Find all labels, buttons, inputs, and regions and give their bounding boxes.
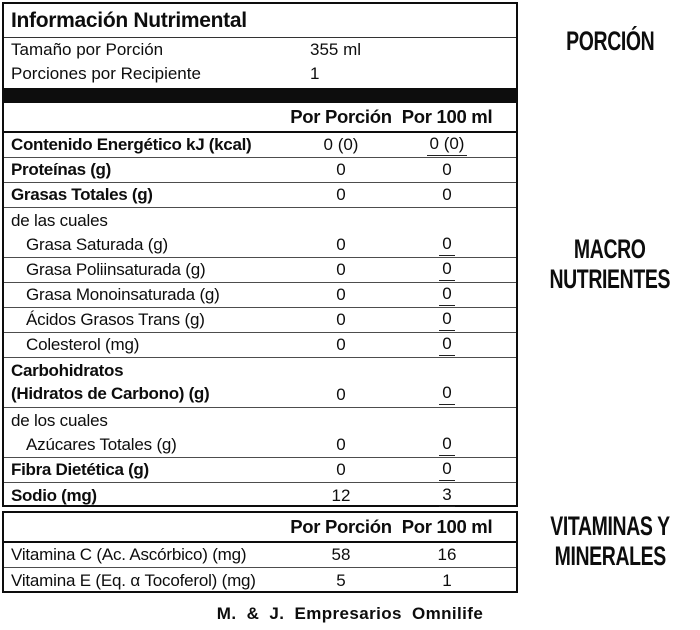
serving-size-row xyxy=(4,38,516,62)
row-vitamina-c: Vitamina C (Ac. Ascórbico) (mg) 58 16 xyxy=(4,543,516,568)
row-grasa-saturada: Grasa Saturada (g) 0 0 xyxy=(4,233,516,258)
vitamins-column-header xyxy=(4,513,516,543)
row-grasa-poliinsaturada: Grasa Poliinsaturada (g) 0 0 xyxy=(4,258,516,283)
annotation-macronutrientes: MACRO NUTRIENTES xyxy=(549,234,671,294)
macro-column-header xyxy=(4,103,516,133)
row-de-las-cuales: de las cuales xyxy=(11,210,108,230)
vitamins-panel xyxy=(2,511,518,593)
servings-per-container-value: 1 xyxy=(310,64,320,83)
servings-per-container-label: Porciones por Recipiente xyxy=(11,64,201,83)
col-per-100ml: Por 100 ml xyxy=(401,106,493,127)
servings-per-container-row xyxy=(4,62,516,86)
row-acidos-grasos-trans: Ácidos Grasos Trans (g) 0 0 xyxy=(4,308,516,333)
row-contenido-energetico: Contenido Energético kJ (kcal) 0 (0) 0 (0) xyxy=(4,133,516,158)
row-carbohidratos: Carbohidratos (Hidratos de Carbono) (g) 0 0 xyxy=(4,358,516,408)
section-divider-bar xyxy=(4,88,516,103)
row-proteinas: Proteínas (g) 0 0 xyxy=(4,158,516,183)
col-per-serving: Por Porción xyxy=(290,106,392,127)
row-de-los-cuales: de los cuales xyxy=(11,410,108,430)
row-grasa-monoinsaturada: Grasa Monoinsaturada (g) 0 0 xyxy=(4,283,516,308)
row-colesterol: Colesterol (mg) 0 0 xyxy=(4,333,516,358)
row-vitamina-e: Vitamina E (Eq. α Tocoferol) (mg) 5 1 xyxy=(11,570,452,590)
row-fibra-dietetica: Fibra Dietética (g) 0 0 xyxy=(4,458,516,483)
row-grasas-totales: Grasas Totales (g) 0 0 xyxy=(4,183,516,208)
row-azucares-totales: Azúcares Totales (g) 0 0 xyxy=(4,433,516,458)
brand-footer: M. & J. Empresarios Omnilife xyxy=(216,604,484,623)
nutrition-facts-panel xyxy=(2,2,518,507)
row-sodio: Sodio (mg) 12 3 xyxy=(4,483,516,508)
col-per-serving: Por Porción xyxy=(290,516,392,537)
serving-size-label: Tamaño por Porción xyxy=(11,40,164,59)
annotation-porcion: PORCIÓN xyxy=(565,26,655,56)
panel-title: Información Nutrimental xyxy=(4,4,516,38)
annotation-vitaminas-minerales: VITAMINAS Y MINERALES xyxy=(550,511,670,571)
col-per-100ml: Por 100 ml xyxy=(401,516,493,537)
serving-size-value: 355 ml xyxy=(310,40,362,59)
